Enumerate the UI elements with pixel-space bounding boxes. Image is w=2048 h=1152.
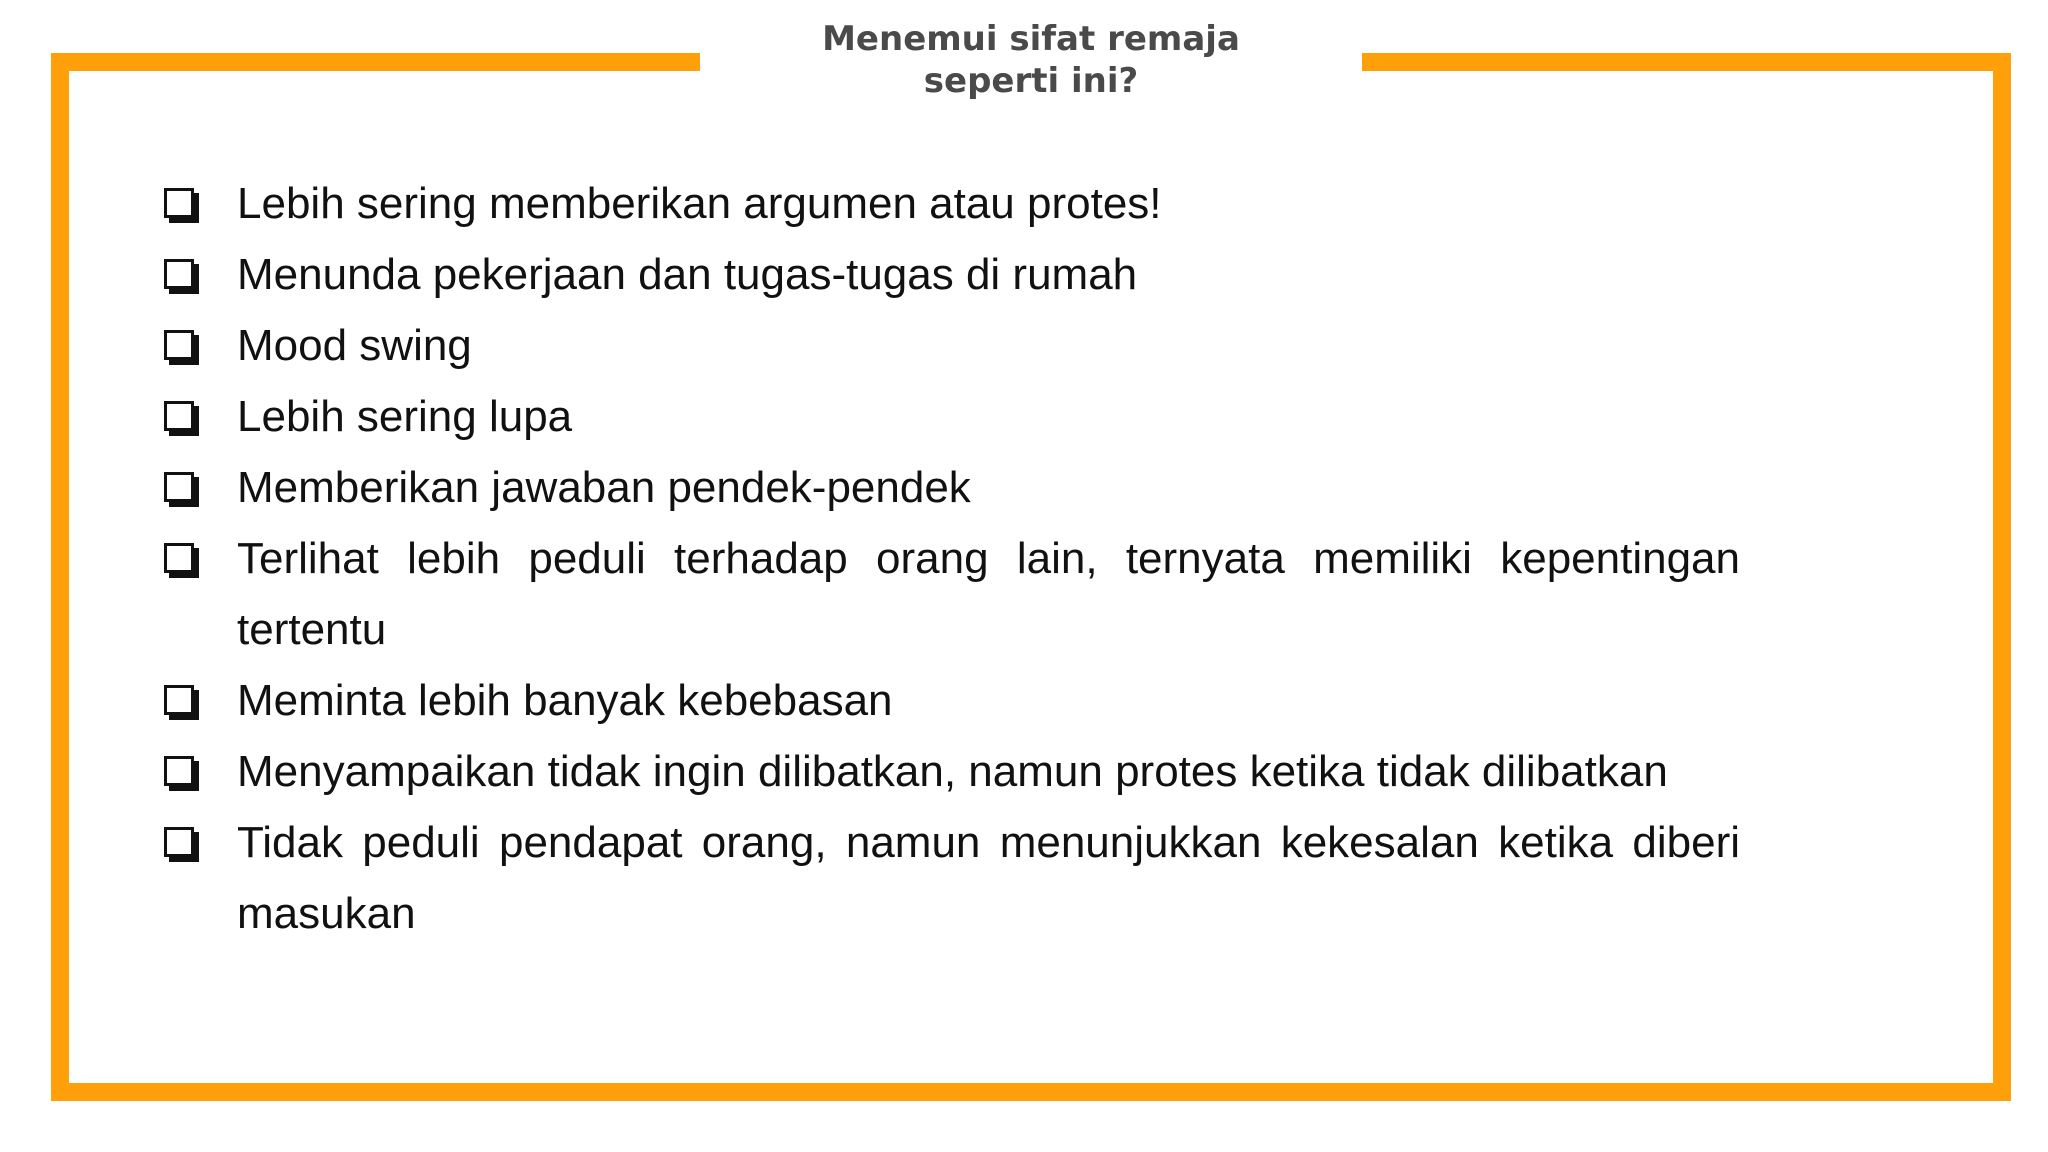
list-item [160, 665, 1740, 736]
list-item [160, 807, 1740, 949]
checkbox-icon [164, 756, 194, 786]
checkbox-icon [164, 543, 194, 573]
list-item-label: Mood swing [237, 321, 472, 370]
checkbox-icon [164, 259, 194, 289]
list-item [160, 168, 1740, 239]
list-item [160, 736, 1740, 807]
list-item-label: Menunda pekerjaan dan tugas-tugas di rumah [237, 250, 1138, 299]
list-item-label: Tidak peduli pendapat orang, namun menunjukkan kekesalan ketika diberi masukan [237, 818, 1740, 938]
list-item-label: Meminta lebih banyak kebebasan [237, 676, 893, 725]
checkbox-icon [164, 188, 194, 218]
list-item [160, 523, 1740, 665]
list-item-label: Memberikan jawaban pendek-pendek [237, 463, 971, 512]
checkbox-icon [164, 472, 194, 502]
list-item-label: Menyampaikan tidak ingin dilibatkan, namun protes ketika tidak dilibatkan [237, 747, 1668, 796]
checkbox-icon [164, 401, 194, 431]
list-item-label: Terlihat lebih peduli terhadap orang lain, ternyata memiliki kepentingan tertentu [237, 534, 1740, 654]
checklist [160, 168, 1740, 949]
list-item [160, 452, 1740, 523]
list-item [160, 381, 1740, 452]
list-item-label: Lebih sering memberikan argumen atau protes! [237, 179, 1162, 228]
title-line-1: Menemui sifat remaja [822, 19, 1240, 59]
list-item [160, 239, 1740, 310]
checkbox-icon [164, 330, 194, 360]
slide-title [700, 18, 1362, 102]
list-item [160, 310, 1740, 381]
checkbox-icon [164, 827, 194, 857]
checkbox-icon [164, 685, 194, 715]
title-line-2: seperti ini? [923, 61, 1139, 101]
list-item-label: Lebih sering lupa [237, 392, 573, 441]
